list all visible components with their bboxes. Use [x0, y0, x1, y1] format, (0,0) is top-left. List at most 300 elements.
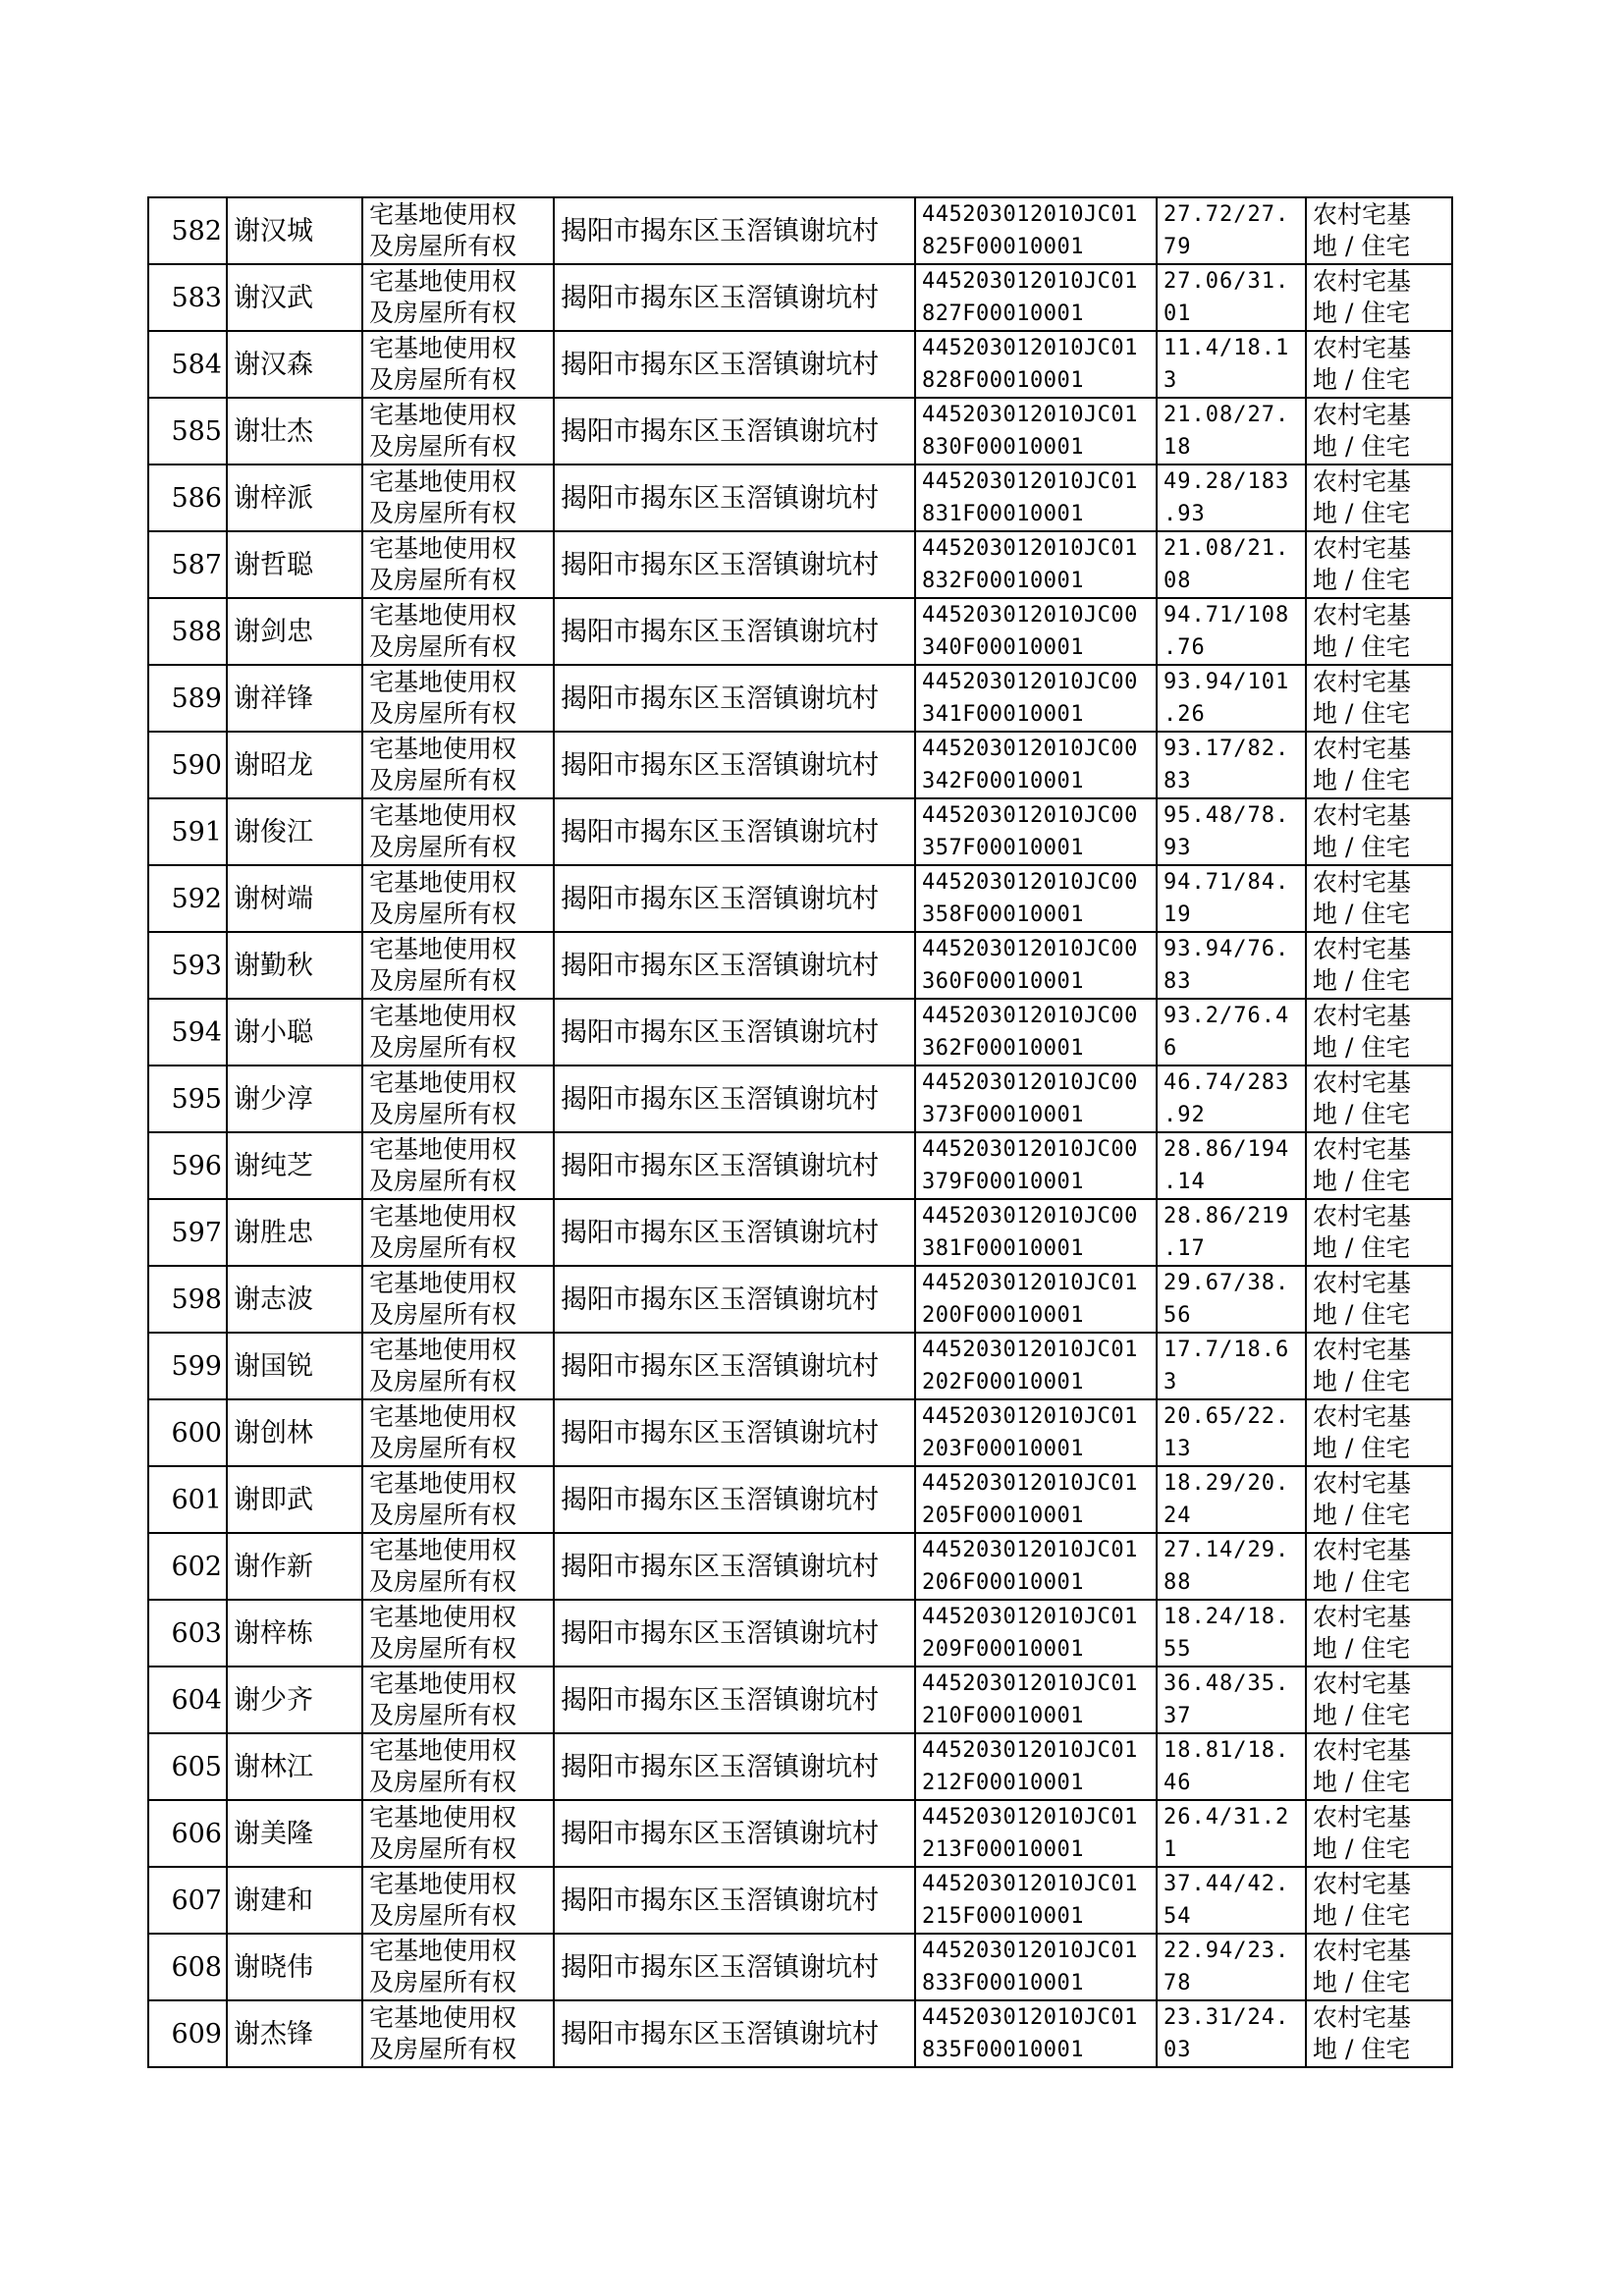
location-cell: 揭阳市揭东区玉滘镇谢坑村 — [554, 1333, 915, 1399]
unit-code-line: 445203012010JC00 — [922, 1137, 1138, 1162]
area-line: 46 — [1164, 1771, 1192, 1795]
land-use-line: 农村宅基 — [1313, 735, 1412, 763]
row-index-cell: 595 — [148, 1066, 227, 1132]
location-cell: 揭阳市揭东区玉滘镇谢坑村 — [554, 1132, 915, 1199]
area-cell — [1157, 798, 1306, 865]
location-cell: 揭阳市揭东区玉滘镇谢坑村 — [554, 1466, 915, 1533]
land-use-cell — [1306, 531, 1452, 598]
area-line: 19 — [1164, 902, 1192, 927]
area-cell — [1157, 1600, 1306, 1667]
area-line: 37.44/42. — [1164, 1872, 1290, 1896]
table-row — [148, 1733, 1452, 1800]
land-use-line: 地 / 住宅 — [1313, 1100, 1411, 1128]
right-type-line: 及房屋所有权 — [369, 1367, 517, 1395]
unit-code-cell — [915, 1667, 1157, 1733]
right-type-line: 及房屋所有权 — [369, 2035, 517, 2063]
location-cell: 揭阳市揭东区玉滘镇谢坑村 — [554, 1600, 915, 1667]
row-index-cell: 598 — [148, 1266, 227, 1333]
area-line: 56 — [1164, 1303, 1192, 1328]
table-row — [148, 398, 1452, 464]
table-row — [148, 1066, 1452, 1132]
area-cell — [1157, 464, 1306, 531]
row-index-cell: 596 — [148, 1132, 227, 1199]
right-type-line: 宅基地使用权 — [369, 1469, 517, 1498]
table-row — [148, 1333, 1452, 1399]
unit-code-line: 832F00010001 — [922, 569, 1084, 593]
unit-code-line: 445203012010JC01 — [922, 1671, 1138, 1696]
table-row — [148, 598, 1452, 665]
unit-code-line: 445203012010JC01 — [922, 1471, 1138, 1496]
right-type-cell — [362, 1333, 554, 1399]
area-line: 21.08/21. — [1164, 536, 1290, 561]
land-use-line: 地 / 住宅 — [1313, 1501, 1411, 1529]
unit-code-line: 210F00010001 — [922, 1704, 1084, 1728]
table-row — [148, 1199, 1452, 1266]
right-type-line: 宅基地使用权 — [369, 1002, 517, 1030]
area-line: 20.65/22. — [1164, 1404, 1290, 1429]
row-index-cell: 591 — [148, 798, 227, 865]
area-cell — [1157, 1466, 1306, 1533]
unit-code-cell — [915, 1399, 1157, 1466]
area-cell — [1157, 531, 1306, 598]
area-line: 01 — [1164, 301, 1192, 326]
unit-code-line: 445203012010JC00 — [922, 737, 1138, 761]
land-use-cell — [1306, 398, 1452, 464]
unit-code-line: 215F00010001 — [922, 1904, 1084, 1929]
land-use-cell — [1306, 1867, 1452, 1934]
area-line: 6 — [1164, 1036, 1178, 1061]
right-type-cell — [362, 1733, 554, 1800]
table-row — [148, 464, 1452, 531]
location-cell: 揭阳市揭东区玉滘镇谢坑村 — [554, 398, 915, 464]
land-use-line: 地 / 住宅 — [1313, 1768, 1411, 1796]
area-line: 27.14/29. — [1164, 1538, 1290, 1562]
location-cell: 揭阳市揭东区玉滘镇谢坑村 — [554, 1800, 915, 1867]
area-line: .93 — [1164, 502, 1206, 526]
land-use-cell — [1306, 1132, 1452, 1199]
table-row — [148, 1132, 1452, 1199]
land-use-line: 农村宅基 — [1313, 1603, 1412, 1631]
area-line: .92 — [1164, 1103, 1206, 1127]
location-cell: 揭阳市揭东区玉滘镇谢坑村 — [554, 732, 915, 798]
right-type-line: 宅基地使用权 — [369, 735, 517, 763]
land-use-line: 农村宅基 — [1313, 868, 1412, 897]
location-cell: 揭阳市揭东区玉滘镇谢坑村 — [554, 1867, 915, 1934]
area-cell — [1157, 1667, 1306, 1733]
unit-code-line: 202F00010001 — [922, 1370, 1084, 1394]
table-row — [148, 1667, 1452, 1733]
area-line: 54 — [1164, 1904, 1192, 1929]
area-line: 93.17/82. — [1164, 737, 1290, 761]
unit-code-line: 445203012010JC00 — [922, 1004, 1138, 1028]
right-type-line: 及房屋所有权 — [369, 1901, 517, 1930]
land-use-line: 地 / 住宅 — [1313, 1434, 1411, 1462]
location-cell: 揭阳市揭东区玉滘镇谢坑村 — [554, 932, 915, 999]
owner-name-cell: 谢汉城 — [227, 197, 362, 264]
owner-name-cell: 谢少齐 — [227, 1667, 362, 1733]
unit-code-line: 340F00010001 — [922, 635, 1084, 660]
right-type-cell — [362, 865, 554, 932]
area-line: 22.94/23. — [1164, 1939, 1290, 1963]
land-use-line: 地 / 住宅 — [1313, 900, 1411, 928]
area-line: 03 — [1164, 2038, 1192, 2062]
table-row — [148, 999, 1452, 1066]
unit-code-line: 373F00010001 — [922, 1103, 1084, 1127]
area-cell — [1157, 865, 1306, 932]
table-row — [148, 798, 1452, 865]
land-use-line: 地 / 住宅 — [1313, 1367, 1411, 1395]
right-type-cell — [362, 1132, 554, 1199]
owner-name-cell: 谢林江 — [227, 1733, 362, 1800]
area-line: 29.67/38. — [1164, 1271, 1290, 1295]
area-line: 93 — [1164, 836, 1192, 860]
right-type-line: 宅基地使用权 — [369, 868, 517, 897]
right-type-cell — [362, 1399, 554, 1466]
right-type-line: 及房屋所有权 — [369, 1167, 517, 1195]
land-use-line: 农村宅基 — [1313, 1469, 1412, 1498]
area-cell — [1157, 197, 1306, 264]
right-type-line: 及房屋所有权 — [369, 1634, 517, 1663]
right-type-cell — [362, 1266, 554, 1333]
location-cell: 揭阳市揭东区玉滘镇谢坑村 — [554, 598, 915, 665]
unit-code-cell — [915, 1466, 1157, 1533]
unit-code-cell — [915, 865, 1157, 932]
land-use-line: 地 / 住宅 — [1313, 2035, 1411, 2063]
land-use-cell — [1306, 2000, 1452, 2067]
area-line: 79 — [1164, 235, 1192, 259]
location-cell: 揭阳市揭东区玉滘镇谢坑村 — [554, 1199, 915, 1266]
land-use-cell — [1306, 1199, 1452, 1266]
land-use-line: 地 / 住宅 — [1313, 1167, 1411, 1195]
right-type-cell — [362, 197, 554, 264]
right-type-line: 及房屋所有权 — [369, 299, 517, 327]
location-cell: 揭阳市揭东区玉滘镇谢坑村 — [554, 1266, 915, 1333]
area-line: 93.94/101 — [1164, 670, 1290, 694]
row-index-cell: 592 — [148, 865, 227, 932]
area-line: 95.48/78. — [1164, 803, 1290, 828]
land-use-cell — [1306, 865, 1452, 932]
land-use-line: 农村宅基 — [1313, 1135, 1412, 1164]
area-line: 49.28/183 — [1164, 469, 1290, 494]
unit-code-cell — [915, 264, 1157, 331]
area-line: 13 — [1164, 1437, 1192, 1461]
right-type-cell — [362, 932, 554, 999]
table-row — [148, 1867, 1452, 1934]
owner-name-cell: 谢汉森 — [227, 331, 362, 398]
row-index-cell: 604 — [148, 1667, 227, 1733]
owner-name-cell: 谢晓伟 — [227, 1934, 362, 2000]
right-type-cell — [362, 1199, 554, 1266]
table-body — [148, 197, 1452, 2067]
right-type-line: 及房屋所有权 — [369, 365, 517, 394]
area-line: 3 — [1164, 1370, 1178, 1394]
unit-code-line: 445203012010JC00 — [922, 937, 1138, 961]
area-cell — [1157, 1934, 1306, 2000]
unit-code-line: 445203012010JC00 — [922, 670, 1138, 694]
area-line: 55 — [1164, 1637, 1192, 1662]
area-line: .76 — [1164, 635, 1206, 660]
right-type-line: 宅基地使用权 — [369, 267, 517, 296]
right-type-cell — [362, 1600, 554, 1667]
land-use-line: 农村宅基 — [1313, 1736, 1412, 1765]
table-row — [148, 1600, 1452, 1667]
unit-code-cell — [915, 331, 1157, 398]
area-line: 18.24/18. — [1164, 1605, 1290, 1629]
right-type-cell — [362, 798, 554, 865]
unit-code-line: 445203012010JC00 — [922, 803, 1138, 828]
location-cell: 揭阳市揭东区玉滘镇谢坑村 — [554, 1066, 915, 1132]
unit-code-line: 445203012010JC01 — [922, 1271, 1138, 1295]
area-cell — [1157, 1867, 1306, 1934]
land-use-line: 地 / 住宅 — [1313, 1300, 1411, 1329]
location-cell: 揭阳市揭东区玉滘镇谢坑村 — [554, 1533, 915, 1600]
right-type-line: 及房屋所有权 — [369, 232, 517, 260]
land-use-line: 农村宅基 — [1313, 200, 1412, 229]
unit-code-cell — [915, 1800, 1157, 1867]
right-type-line: 宅基地使用权 — [369, 1536, 517, 1564]
owner-name-cell: 谢树端 — [227, 865, 362, 932]
right-type-line: 及房屋所有权 — [369, 699, 517, 728]
unit-code-line: 445203012010JC01 — [922, 1738, 1138, 1763]
right-type-line: 宅基地使用权 — [369, 1669, 517, 1698]
owner-name-cell: 谢俊江 — [227, 798, 362, 865]
right-type-cell — [362, 1867, 554, 1934]
area-line: 88 — [1164, 1570, 1192, 1595]
right-type-line: 宅基地使用权 — [369, 801, 517, 830]
unit-code-line: 831F00010001 — [922, 502, 1084, 526]
location-cell: 揭阳市揭东区玉滘镇谢坑村 — [554, 464, 915, 531]
table-row — [148, 865, 1452, 932]
location-cell: 揭阳市揭东区玉滘镇谢坑村 — [554, 1733, 915, 1800]
table-row — [148, 1533, 1452, 1600]
area-cell — [1157, 1399, 1306, 1466]
location-cell: 揭阳市揭东区玉滘镇谢坑村 — [554, 865, 915, 932]
row-index-cell: 605 — [148, 1733, 227, 1800]
area-line: 46.74/283 — [1164, 1070, 1290, 1095]
land-use-line: 农村宅基 — [1313, 467, 1412, 496]
unit-code-cell — [915, 798, 1157, 865]
location-cell: 揭阳市揭东区玉滘镇谢坑村 — [554, 1399, 915, 1466]
area-line: 18.81/18. — [1164, 1738, 1290, 1763]
land-use-line: 农村宅基 — [1313, 1536, 1412, 1564]
table-row — [148, 264, 1452, 331]
area-line: 27.06/31. — [1164, 269, 1290, 294]
area-cell — [1157, 932, 1306, 999]
land-use-cell — [1306, 1266, 1452, 1333]
land-use-line: 地 / 住宅 — [1313, 499, 1411, 527]
area-line: 93.2/76.4 — [1164, 1004, 1290, 1028]
land-use-line: 农村宅基 — [1313, 1402, 1412, 1431]
area-line: 08 — [1164, 569, 1192, 593]
table-row — [148, 932, 1452, 999]
unit-code-line: 360F00010001 — [922, 969, 1084, 994]
right-type-line: 宅基地使用权 — [369, 935, 517, 963]
unit-code-cell — [915, 1132, 1157, 1199]
unit-code-line: 445203012010JC01 — [922, 202, 1138, 227]
area-cell — [1157, 1132, 1306, 1199]
row-index-cell: 609 — [148, 2000, 227, 2067]
land-use-cell — [1306, 1399, 1452, 1466]
owner-name-cell: 谢勤秋 — [227, 932, 362, 999]
unit-code-line: 825F00010001 — [922, 235, 1084, 259]
row-index-cell: 602 — [148, 1533, 227, 1600]
area-line: 28.86/219 — [1164, 1204, 1290, 1229]
land-use-line: 地 / 住宅 — [1313, 232, 1411, 260]
unit-code-line: 445203012010JC01 — [922, 536, 1138, 561]
area-cell — [1157, 598, 1306, 665]
unit-code-line: 445203012010JC01 — [922, 1939, 1138, 1963]
table-row — [148, 1266, 1452, 1333]
right-type-cell — [362, 264, 554, 331]
unit-code-line: 381F00010001 — [922, 1236, 1084, 1261]
right-type-cell — [362, 999, 554, 1066]
unit-code-line: 209F00010001 — [922, 1637, 1084, 1662]
row-index-cell: 600 — [148, 1399, 227, 1466]
area-line: 27.72/27. — [1164, 202, 1290, 227]
land-use-cell — [1306, 1333, 1452, 1399]
land-use-line: 地 / 住宅 — [1313, 1901, 1411, 1930]
land-use-line: 地 / 住宅 — [1313, 1968, 1411, 1996]
row-index-cell: 593 — [148, 932, 227, 999]
unit-code-line: 203F00010001 — [922, 1437, 1084, 1461]
unit-code-line: 833F00010001 — [922, 1971, 1084, 1995]
area-line: 94.71/84. — [1164, 870, 1290, 895]
right-type-line: 及房屋所有权 — [369, 1033, 517, 1062]
right-type-line: 及房屋所有权 — [369, 1834, 517, 1863]
land-use-cell — [1306, 999, 1452, 1066]
owner-name-cell: 谢祥锋 — [227, 665, 362, 732]
land-use-line: 地 / 住宅 — [1313, 966, 1411, 995]
unit-code-cell — [915, 1333, 1157, 1399]
right-type-line: 及房屋所有权 — [369, 766, 517, 794]
unit-code-cell — [915, 932, 1157, 999]
location-cell: 揭阳市揭东区玉滘镇谢坑村 — [554, 1667, 915, 1733]
area-cell — [1157, 1066, 1306, 1132]
owner-name-cell: 谢杰锋 — [227, 2000, 362, 2067]
right-type-cell — [362, 732, 554, 798]
owner-name-cell: 谢建和 — [227, 1867, 362, 1934]
right-type-line: 宅基地使用权 — [369, 1269, 517, 1297]
unit-code-line: 445203012010JC01 — [922, 336, 1138, 360]
area-cell — [1157, 1333, 1306, 1399]
area-line: 1 — [1164, 1837, 1178, 1862]
right-type-line: 宅基地使用权 — [369, 668, 517, 696]
unit-code-line: 445203012010JC00 — [922, 1204, 1138, 1229]
right-type-cell — [362, 598, 554, 665]
land-use-line: 农村宅基 — [1313, 668, 1412, 696]
land-use-line: 地 / 住宅 — [1313, 1567, 1411, 1596]
area-line: 3 — [1164, 368, 1178, 393]
area-line: 26.4/31.2 — [1164, 1805, 1290, 1830]
right-type-cell — [362, 1934, 554, 2000]
right-type-line: 及房屋所有权 — [369, 900, 517, 928]
right-type-line: 及房屋所有权 — [369, 833, 517, 861]
table-row — [148, 665, 1452, 732]
unit-code-line: 362F00010001 — [922, 1036, 1084, 1061]
owner-name-cell: 谢创林 — [227, 1399, 362, 1466]
row-index-cell: 585 — [148, 398, 227, 464]
unit-code-cell — [915, 999, 1157, 1066]
land-use-line: 农村宅基 — [1313, 1269, 1412, 1297]
land-use-line: 地 / 住宅 — [1313, 432, 1411, 461]
land-use-line: 地 / 住宅 — [1313, 1033, 1411, 1062]
location-cell: 揭阳市揭东区玉滘镇谢坑村 — [554, 331, 915, 398]
land-use-line: 地 / 住宅 — [1313, 699, 1411, 728]
land-use-cell — [1306, 1934, 1452, 2000]
land-use-line: 地 / 住宅 — [1313, 1834, 1411, 1863]
area-line: 21.08/27. — [1164, 403, 1290, 427]
land-use-cell — [1306, 598, 1452, 665]
land-use-cell — [1306, 1733, 1452, 1800]
land-use-cell — [1306, 798, 1452, 865]
right-type-line: 宅基地使用权 — [369, 1870, 517, 1898]
registration-table — [147, 196, 1453, 2068]
table-row — [148, 1800, 1452, 1867]
land-use-line: 地 / 住宅 — [1313, 1634, 1411, 1663]
row-index-cell: 601 — [148, 1466, 227, 1533]
right-type-cell — [362, 398, 554, 464]
right-type-line: 及房屋所有权 — [369, 499, 517, 527]
unit-code-line: 828F00010001 — [922, 368, 1084, 393]
land-use-line: 农村宅基 — [1313, 1803, 1412, 1831]
right-type-line: 及房屋所有权 — [369, 1567, 517, 1596]
area-cell — [1157, 999, 1306, 1066]
right-type-cell — [362, 1066, 554, 1132]
owner-name-cell: 谢美隆 — [227, 1800, 362, 1867]
area-line: 28.86/194 — [1164, 1137, 1290, 1162]
land-use-line: 地 / 住宅 — [1313, 766, 1411, 794]
table-row — [148, 1934, 1452, 2000]
row-index-cell: 594 — [148, 999, 227, 1066]
right-type-line: 宅基地使用权 — [369, 200, 517, 229]
unit-code-cell — [915, 732, 1157, 798]
row-index-cell: 599 — [148, 1333, 227, 1399]
unit-code-line: 205F00010001 — [922, 1503, 1084, 1528]
unit-code-cell — [915, 398, 1157, 464]
right-type-line: 及房屋所有权 — [369, 966, 517, 995]
right-type-line: 及房屋所有权 — [369, 432, 517, 461]
row-index-cell: 608 — [148, 1934, 227, 2000]
right-type-cell — [362, 331, 554, 398]
land-use-cell — [1306, 464, 1452, 531]
table-row — [148, 2000, 1452, 2067]
land-use-line: 农村宅基 — [1313, 1870, 1412, 1898]
right-type-line: 宅基地使用权 — [369, 1135, 517, 1164]
right-type-line: 宅基地使用权 — [369, 401, 517, 429]
unit-code-line: 341F00010001 — [922, 702, 1084, 727]
row-index-cell: 583 — [148, 264, 227, 331]
row-index-cell: 590 — [148, 732, 227, 798]
row-index-cell: 588 — [148, 598, 227, 665]
unit-code-line: 357F00010001 — [922, 836, 1084, 860]
land-use-line: 地 / 住宅 — [1313, 833, 1411, 861]
unit-code-line: 445203012010JC01 — [922, 403, 1138, 427]
right-type-cell — [362, 1800, 554, 1867]
land-use-line: 地 / 住宅 — [1313, 632, 1411, 661]
unit-code-cell — [915, 665, 1157, 732]
area-line: 23.31/24. — [1164, 2005, 1290, 2030]
location-cell: 揭阳市揭东区玉滘镇谢坑村 — [554, 264, 915, 331]
row-index-cell: 597 — [148, 1199, 227, 1266]
area-cell — [1157, 1800, 1306, 1867]
right-type-cell — [362, 464, 554, 531]
location-cell: 揭阳市揭东区玉滘镇谢坑村 — [554, 2000, 915, 2067]
table-row — [148, 531, 1452, 598]
right-type-line: 及房屋所有权 — [369, 1300, 517, 1329]
right-type-cell — [362, 2000, 554, 2067]
unit-code-line: 445203012010JC01 — [922, 1538, 1138, 1562]
location-cell: 揭阳市揭东区玉滘镇谢坑村 — [554, 999, 915, 1066]
